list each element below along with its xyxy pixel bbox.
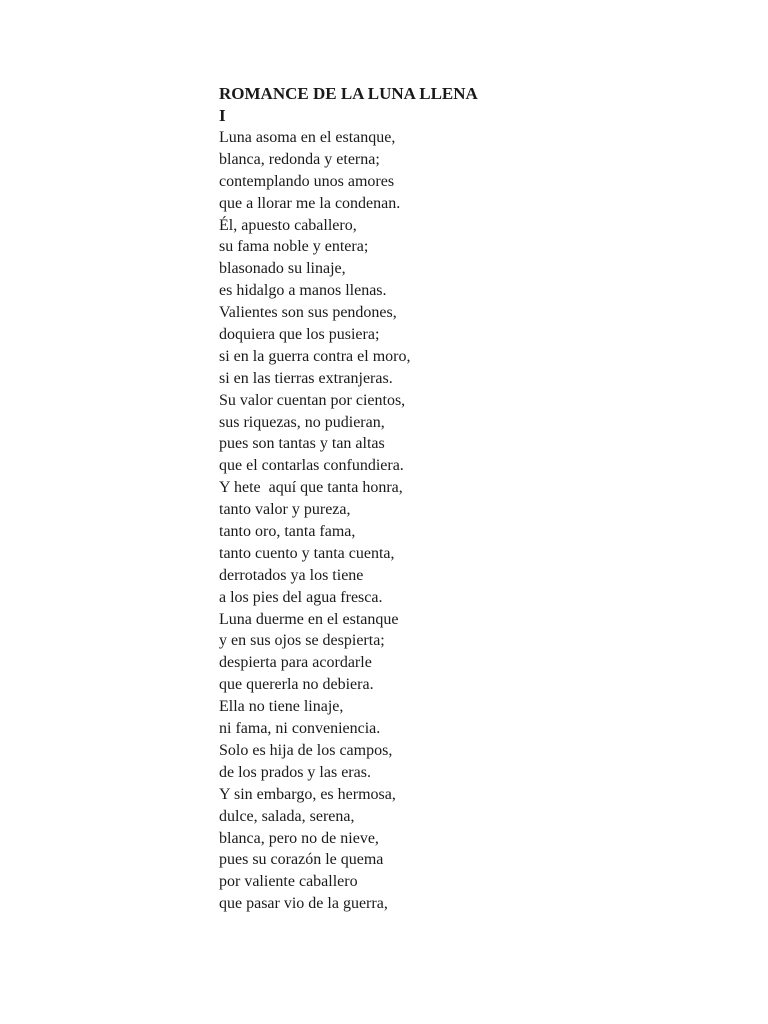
poem-line: tanto cuento y tanta cuenta, — [219, 544, 395, 562]
poem-block — [219, 83, 639, 915]
poem-line: Valientes son sus pendones, — [219, 304, 397, 322]
poem-line: Luna duerme en el estanque — [219, 610, 399, 628]
poem-lines — [219, 127, 639, 915]
poem-line: contemplando unos amores — [219, 172, 395, 190]
poem-line: si en las tierras extranjeras. — [219, 369, 393, 387]
poem-line: despierta para acordarle — [219, 654, 372, 672]
poem-line: blasonado su linaje, — [219, 260, 346, 278]
poem-line: y en sus ojos se despierta; — [219, 632, 385, 650]
poem-line: si en la guerra contra el moro, — [219, 347, 411, 365]
poem-line: blanca, redonda y eterna; — [219, 150, 380, 168]
poem-line: que a llorar me la condenan. — [219, 194, 401, 212]
poem-line: dulce, salada, serena, — [219, 807, 355, 825]
poem-line: que quererla no debiera. — [219, 676, 374, 694]
section-numeral: I — [219, 106, 226, 125]
poem-line: Solo es hija de los campos, — [219, 741, 393, 759]
poem-line: que el contarlas confundiera. — [219, 457, 404, 475]
poem-line: ni fama, ni conveniencia. — [219, 720, 381, 738]
poem-line: sus riquezas, no pudieran, — [219, 413, 385, 431]
poem-line: Y sin embargo, es hermosa, — [219, 785, 396, 803]
poem-line: su fama noble y entera; — [219, 238, 369, 256]
poem-line: de los prados y las eras. — [219, 763, 371, 781]
poem-line: doquiera que los pusiera; — [219, 326, 380, 344]
poem-line: por valiente caballero — [219, 873, 358, 891]
poem-line: blanca, pero no de nieve, — [219, 829, 379, 847]
poem-line: tanto valor y pureza, — [219, 501, 351, 519]
poem-line: a los pies del agua fresca. — [219, 588, 383, 606]
poem-line: pues su corazón le quema — [219, 851, 384, 869]
poem-line: Luna asoma en el estanque, — [219, 129, 396, 146]
poem-line: tanto oro, tanta fama, — [219, 523, 356, 541]
poem-title: ROMANCE DE LA LUNA LLENA — [219, 84, 478, 103]
poem-line: Ella no tiene linaje, — [219, 698, 344, 716]
poem-line: Y hete aquí que tanta honra, — [219, 479, 403, 497]
poem-line: derrotados ya los tiene — [219, 566, 364, 584]
poem-line: Su valor cuentan por cientos, — [219, 391, 406, 409]
poem-line: Él, apuesto caballero, — [219, 216, 357, 234]
poem-line: que pasar vio de la guerra, — [219, 895, 388, 913]
poem-line: es hidalgo a manos llenas. — [219, 282, 387, 300]
poem-line: pues son tantas y tan altas — [219, 435, 385, 453]
